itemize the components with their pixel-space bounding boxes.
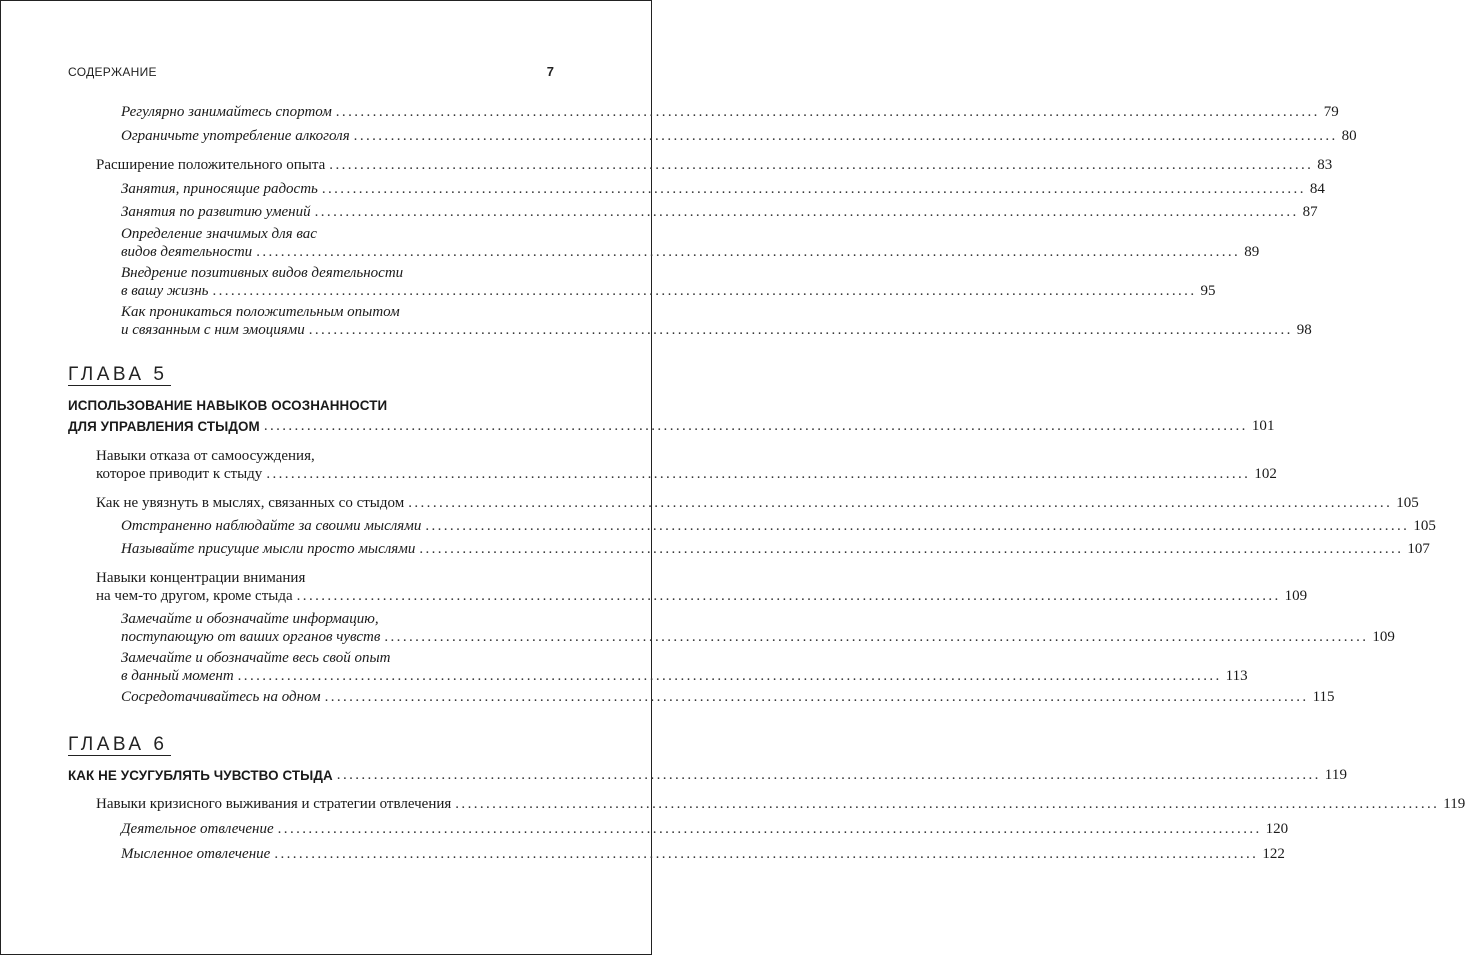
toc-entry-page: 101 <box>1251 418 1275 434</box>
toc-leader-dots: ................................................................................................................................................................ <box>384 629 1369 645</box>
toc-entry-page: 80 <box>1341 128 1357 144</box>
toc-entry[interactable] <box>121 649 1248 685</box>
toc-leader-dots: ................................................................................................................................................................ <box>324 689 1309 705</box>
toc-leader-dots: ................................................................................................................................................................ <box>266 466 1251 482</box>
toc-leader-dots: ................................................................................................................................................................ <box>256 244 1241 260</box>
toc-entry-title: Занятия, приносящие радость <box>121 181 318 197</box>
toc-entry-page: 119 <box>1324 767 1348 783</box>
chapter-6-heading: ГЛАВА 6 <box>68 735 171 756</box>
toc-entry-title-line1: Замечайте и обозначайте весь свой опыт <box>121 650 391 666</box>
toc-entry[interactable] <box>121 180 1325 198</box>
toc-entry-page: 98 <box>1296 322 1312 338</box>
toc-entry[interactable] <box>96 795 1465 813</box>
toc-entry[interactable] <box>121 264 1216 300</box>
toc-leader-dots: ................................................................................................................................................................ <box>353 128 1338 144</box>
toc-entry-title-line1: Навыки отказа от самоосуждения, <box>96 448 315 464</box>
chapter-title-line1: ИСПОЛЬЗОВАНИЕ НАВЫКОВ ОСОЗНАННОСТИ <box>68 398 388 413</box>
toc-entry[interactable] <box>121 540 1430 558</box>
toc-entry[interactable] <box>121 688 1335 706</box>
toc-entry-title: Отстраненно наблюдайте за своими мыслями <box>121 518 422 534</box>
toc-entry-page: 89 <box>1244 244 1260 260</box>
toc-entry-title: в данный момент <box>121 668 234 684</box>
toc-leader-dots: ................................................................................................................................................................ <box>455 796 1440 812</box>
toc-entry-title-line1: Замечайте и обозначайте информацию, <box>121 611 379 627</box>
toc-entry-title: Навыки кризисного выживания и стратегии отвлечения <box>96 796 452 812</box>
toc-entry-title: Мысленное отвлечение <box>121 846 271 862</box>
toc-leader-dots: ................................................................................................................................................................ <box>329 157 1314 173</box>
toc-entry-page: 119 <box>1443 796 1465 812</box>
toc-entry-title: Деятельное отвлечение <box>121 821 274 837</box>
toc-leader-dots: ................................................................................................................................................................ <box>419 541 1404 557</box>
toc-entry-page: 115 <box>1312 689 1335 705</box>
toc-entry[interactable] <box>96 494 1419 512</box>
toc-leader-dots: ................................................................................................................................................................ <box>274 846 1259 862</box>
toc-leader-dots: ................................................................................................................................................................ <box>308 322 1293 338</box>
toc-leader-dots: ................................................................................................................................................................ <box>408 495 1393 511</box>
toc-leader-dots: ................................................................................................................................................................ <box>336 767 1321 783</box>
page-number: 7 <box>546 64 554 79</box>
toc-entry-page: 120 <box>1265 821 1289 837</box>
toc-entry-page: 113 <box>1225 668 1248 684</box>
running-header: СОДЕРЖАНИЕ <box>68 65 157 79</box>
toc-leader-dots: ................................................................................................................................................................ <box>212 283 1197 299</box>
chapter-5-heading: ГЛАВА 5 <box>68 365 171 386</box>
toc-entry[interactable] <box>96 156 1333 174</box>
chapter-title: КАК НЕ УСУГУБЛЯТЬ ЧУВСТВО СТЫДА <box>68 768 333 783</box>
toc-entry-title: которое приводит к стыду <box>96 466 263 482</box>
toc-leader-dots: ................................................................................................................................................................ <box>296 588 1281 604</box>
toc-entry-title-line1: Навыки концентрации внимания <box>96 570 306 586</box>
toc-entry[interactable] <box>96 447 1277 483</box>
toc-entry-page: 79 <box>1323 104 1339 120</box>
toc-entry-page: 84 <box>1309 181 1325 197</box>
toc-entry-title: Называйте присущие мысли просто мыслями <box>121 541 416 557</box>
toc-entry-page: 109 <box>1284 588 1308 604</box>
toc-leader-dots: ................................................................................................................................................................ <box>314 204 1299 220</box>
toc-entry-title-line1: Определение значимых для вас <box>121 226 317 242</box>
toc-entry-page: 105 <box>1396 495 1419 511</box>
toc-entry-title: Регулярно занимайтесь спортом <box>121 104 332 120</box>
toc-entry-title: Ограничьте употребление алкоголя <box>121 128 350 144</box>
chapter-6-title[interactable] <box>68 765 1348 786</box>
toc-entry[interactable] <box>121 517 1436 535</box>
toc-entry-page: 87 <box>1302 204 1318 220</box>
toc-entry-title: Расширение положительного опыта <box>96 157 326 173</box>
toc-entry[interactable] <box>121 845 1285 863</box>
toc-entry[interactable] <box>121 103 1339 121</box>
toc-entry[interactable] <box>121 303 1312 339</box>
toc-entry[interactable] <box>121 610 1395 646</box>
toc-leader-dots: ................................................................................................................................................................ <box>263 418 1248 434</box>
toc-entry-title: Занятия по развитию умений <box>121 204 311 220</box>
toc-entry-title: на чем-то другом, кроме стыда <box>96 588 293 604</box>
toc-entry[interactable] <box>121 225 1260 261</box>
toc-entry[interactable] <box>96 569 1308 605</box>
toc-entry[interactable] <box>121 203 1318 221</box>
toc-leader-dots: ................................................................................................................................................................ <box>277 821 1262 837</box>
toc-leader-dots: ................................................................................................................................................................ <box>335 104 1320 120</box>
toc-entry-page: 102 <box>1254 466 1277 482</box>
toc-entry-title-line1: Внедрение позитивных видов деятельности <box>121 265 404 281</box>
toc-entry-title: видов деятельности <box>121 244 253 260</box>
toc-entry-title: поступающую от ваших органов чувств <box>121 629 381 645</box>
toc-entry[interactable] <box>121 820 1289 838</box>
toc-entry-title: Как не увязнуть в мыслях, связанных со стыдом <box>96 495 405 511</box>
toc-entry-title: в вашу жизнь <box>121 283 209 299</box>
chapter-title: ДЛЯ УПРАВЛЕНИЯ СТЫДОМ <box>68 419 260 434</box>
toc-entry-page: 105 <box>1413 518 1436 534</box>
toc-entry-page: 107 <box>1407 541 1430 557</box>
toc-entry-page: 109 <box>1372 629 1395 645</box>
toc-entry-title: и связанным с ним эмоциями <box>121 322 305 338</box>
toc-leader-dots: ................................................................................................................................................................ <box>321 181 1306 197</box>
toc-entry[interactable] <box>121 127 1357 145</box>
toc-entry-page: 95 <box>1200 283 1216 299</box>
toc-entry-title: Сосредотачивайтесь на одном <box>121 689 321 705</box>
toc-entry-page: 83 <box>1317 157 1333 173</box>
toc-leader-dots: ................................................................................................................................................................ <box>237 668 1222 684</box>
toc-leader-dots: ................................................................................................................................................................ <box>425 518 1410 534</box>
toc-entry-title-line1: Как проникаться положительным опытом <box>121 304 400 320</box>
chapter-5-title[interactable] <box>68 395 1275 437</box>
toc-entry-page: 122 <box>1262 846 1285 862</box>
